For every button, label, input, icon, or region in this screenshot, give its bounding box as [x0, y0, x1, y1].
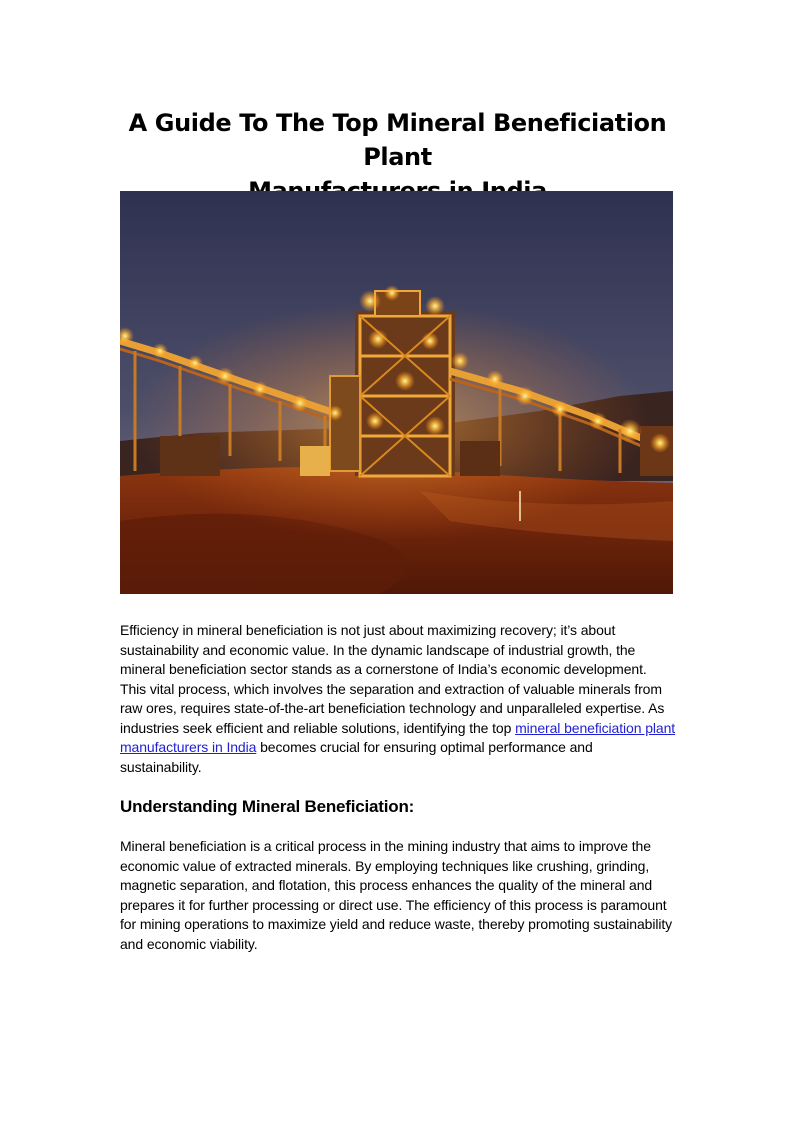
manufacturers-link[interactable]: mineral beneficiation plant manufacturers in India — [120, 719, 676, 755]
hero-image — [120, 191, 673, 594]
section-body-paragraph: Mineral beneficiation is a critical process in the mining industry that aims to improve the economic value of extracted minerals. By employing techniques like crushing, grinding, magnetic separation, and flotation, this process enhances the quality of the mineral and prepares it for further processing or direct use. The efficiency of this process is paramount for mining operations to maximize yield and reduce waste, thereby promoting sustainability and economic viability. — [120, 838, 673, 952]
section-heading: Understanding Mineral Beneficiation: — [120, 797, 415, 816]
plant-night-photo — [120, 191, 673, 594]
intro-text-after-link: becomes crucial for ensuring optimal performance and sustainability. — [120, 739, 593, 775]
intro-paragraph — [120, 621, 676, 777]
intro-text-before-link: Efficiency in mineral beneficiation is not just about maximizing recovery; it’s about sustainability and economic value. In the dynamic landscape of industrial growth, the mineral beneficiation sector stands as a cornerstone of India’s economic development. This vital process, which involves the separation and extraction of valuable minerals from raw ores, requires state-of-the-art beneficiation technology and unparalleled expertise. As industries seek efficient and reliable solutions, identifying the top — [120, 622, 665, 736]
page-title-line-1: A Guide To The Top Mineral Beneficiation Plant — [128, 109, 667, 171]
